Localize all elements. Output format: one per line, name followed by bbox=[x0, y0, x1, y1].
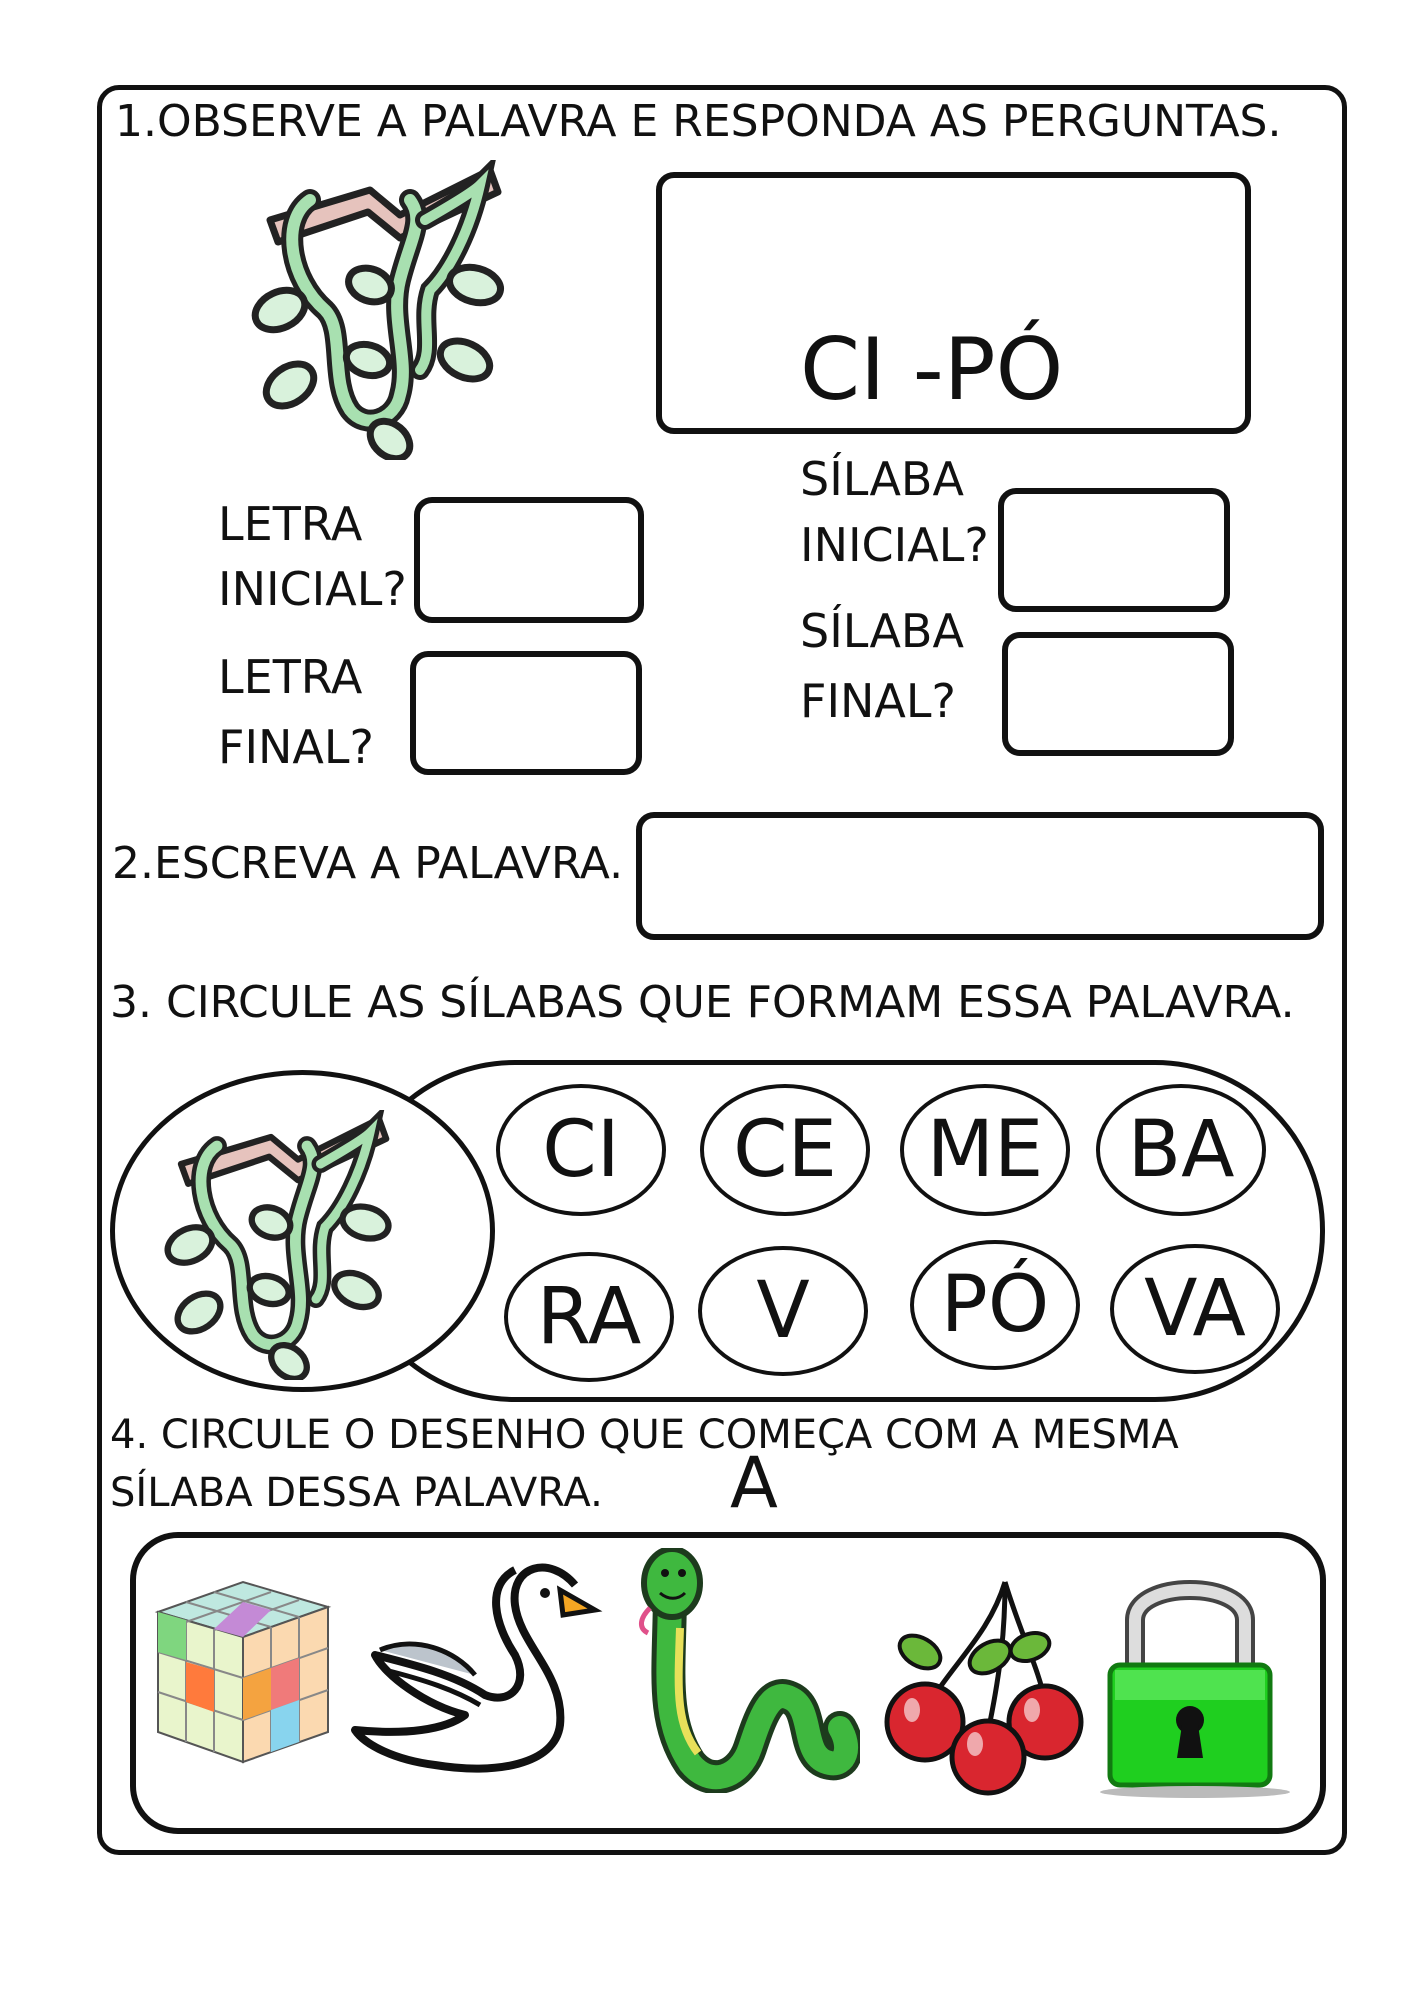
write-word-answer[interactable] bbox=[636, 812, 1324, 940]
q4-title-line1: 4. CIRCULE O DESENHO QUE COMEÇA COM A MESMA bbox=[110, 1412, 1179, 1458]
syllable-ce[interactable]: CE bbox=[700, 1084, 870, 1216]
padlock-icon[interactable] bbox=[1085, 1560, 1295, 1800]
q2-title: 2.ESCREVA A PALAVRA. bbox=[112, 838, 624, 889]
letra-inicial-label-1: LETRA bbox=[218, 497, 363, 551]
syllable-me[interactable]: ME bbox=[900, 1084, 1070, 1216]
syllable-ci[interactable]: CI bbox=[496, 1084, 666, 1216]
overlay-letter: A bbox=[730, 1442, 778, 1524]
letra-inicial-label-2: INICIAL? bbox=[218, 562, 407, 616]
q3-image bbox=[160, 1110, 430, 1380]
silaba-final-label-2: FINAL? bbox=[800, 674, 956, 728]
letra-final-answer[interactable] bbox=[410, 651, 642, 775]
vine-icon bbox=[162, 1119, 392, 1380]
syllable-po[interactable]: PÓ bbox=[910, 1240, 1080, 1370]
rubiks-cube-icon[interactable] bbox=[148, 1572, 338, 1772]
swan-icon[interactable] bbox=[345, 1555, 605, 1780]
cherries-icon[interactable] bbox=[880, 1572, 1090, 1797]
letra-final-label-2: FINAL? bbox=[218, 720, 374, 774]
snake-icon[interactable] bbox=[630, 1548, 860, 1793]
silaba-final-label-1: SÍLABA bbox=[800, 604, 964, 658]
silaba-inicial-answer[interactable] bbox=[998, 488, 1230, 612]
syllable-va[interactable]: VA bbox=[1110, 1244, 1280, 1374]
silaba-final-answer[interactable] bbox=[1002, 632, 1234, 756]
letra-inicial-answer[interactable] bbox=[414, 497, 644, 623]
q1-image bbox=[250, 160, 550, 460]
word-text: CI -PÓ bbox=[800, 320, 1064, 420]
letra-final-label-1: LETRA bbox=[218, 650, 363, 704]
syllable-ba[interactable]: BA bbox=[1096, 1084, 1266, 1216]
silaba-inicial-label-1: SÍLABA bbox=[800, 452, 964, 506]
vine-icon bbox=[250, 170, 505, 460]
syllable-ra[interactable]: RA bbox=[504, 1252, 674, 1382]
silaba-inicial-label-2: INICIAL? bbox=[800, 518, 989, 572]
q3-title: 3. CIRCULE AS SÍLABAS QUE FORMAM ESSA PALAVRA. bbox=[110, 977, 1295, 1028]
q4-title-line2: SÍLABA DESSA PALAVRA. bbox=[110, 1470, 603, 1516]
syllable-v[interactable]: V bbox=[698, 1246, 868, 1376]
q1-title: 1.OBSERVE A PALAVRA E RESPONDA AS PERGUNTAS. bbox=[115, 96, 1282, 147]
